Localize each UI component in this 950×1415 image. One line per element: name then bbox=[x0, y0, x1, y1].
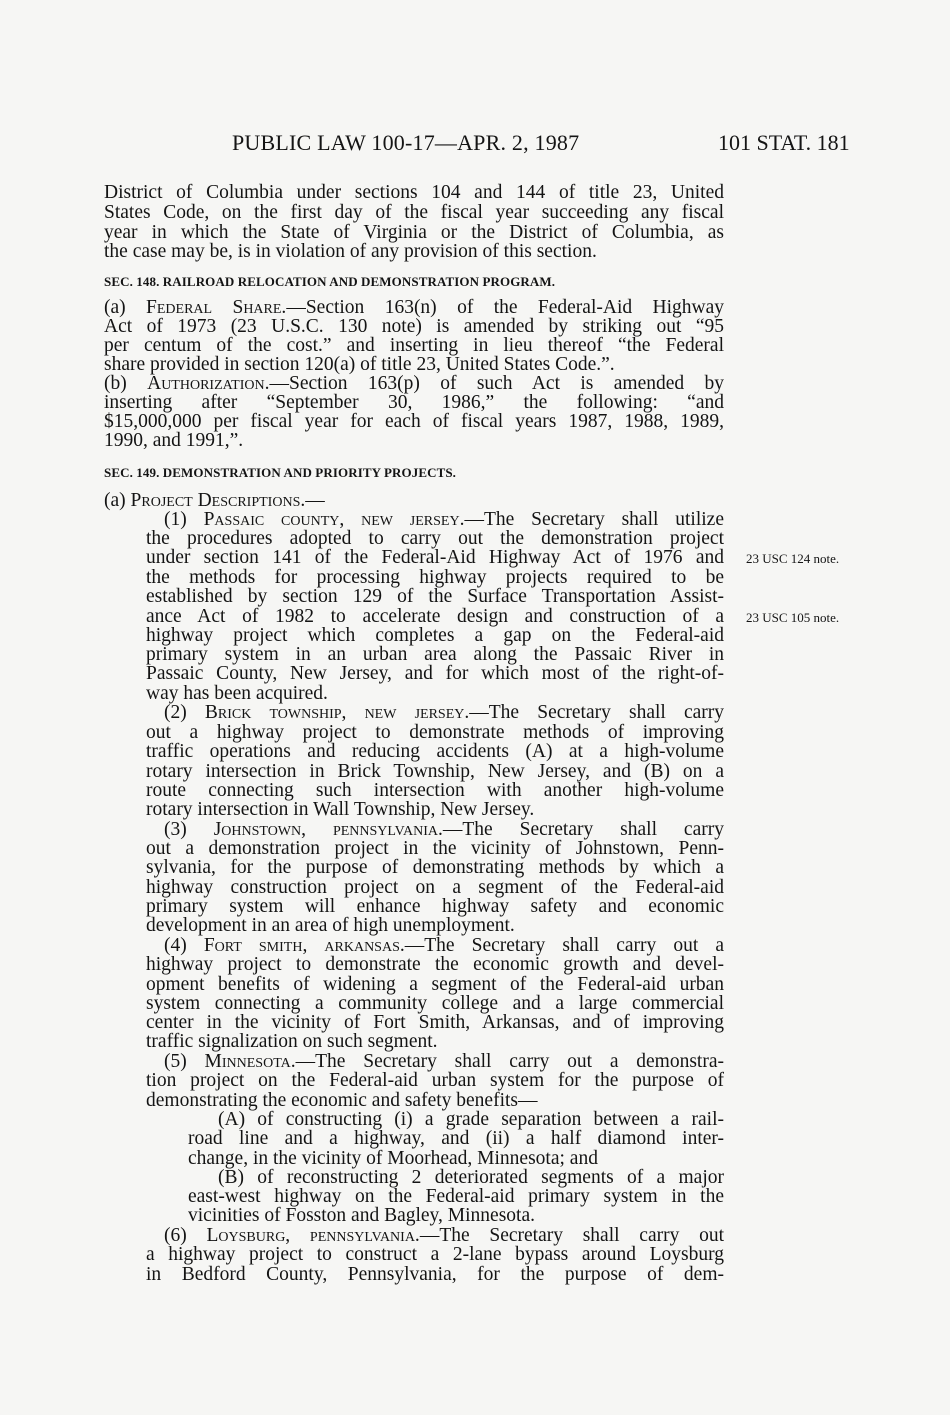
paragraph-3-lead bbox=[164, 820, 724, 840]
margin-note: 23 USC 124 note. bbox=[746, 551, 840, 566]
text-line: change, in the vicinity of Moorhead, Minnesota; and bbox=[188, 1148, 598, 1169]
subsection-a-federal-share bbox=[104, 298, 724, 318]
text-fragment: —The Secretary shall carry bbox=[442, 819, 724, 840]
page-header bbox=[0, 130, 950, 160]
subsection-caption: Federal Share. bbox=[146, 297, 287, 318]
text-line: a highway project to construct a 2-lane bypass around Loysburg bbox=[146, 1244, 724, 1265]
text-fragment: —The Secretary shall carry out a bbox=[404, 935, 724, 956]
paragraph-caption: Passaic county, new jersey. bbox=[203, 509, 465, 530]
text-line: rotary intersection in Wall Township, New Jersey. bbox=[146, 799, 535, 820]
text-line: road line and a highway, and (ii) a half diamond inter- bbox=[188, 1128, 724, 1149]
text-line: share provided in section 120(a) of title 23, United States Code.”. bbox=[104, 354, 615, 375]
text-line: year in which the State of Virginia or the District of Columbia, as bbox=[104, 222, 724, 243]
text-line: (A) of constructing (i) a grade separation between a rail- bbox=[218, 1109, 724, 1130]
paragraph-caption: Loysburg, pennsylvania. bbox=[206, 1225, 420, 1246]
paragraph-6-lead bbox=[164, 1226, 724, 1246]
paragraph-caption: Brick township, new jersey. bbox=[204, 702, 470, 723]
text-line: inserting after “September 30, 1986,” the following: “and bbox=[104, 392, 724, 413]
text-line: out a demonstration project in the vicinity of Johnstown, Penn- bbox=[146, 838, 724, 859]
text-line: tion project on the Federal-aid urban system for the purpose of bbox=[146, 1070, 724, 1091]
text-fragment: —Section 163(n) of the Federal-Aid Highway bbox=[286, 297, 724, 318]
subsection-caption: Project Descriptions. bbox=[130, 490, 306, 511]
statute-page-number: 101 STAT. 181 bbox=[718, 130, 850, 155]
paragraph-2-lead bbox=[164, 703, 724, 723]
section-149-heading: SEC. 149. DEMONSTRATION AND PRIORITY PROJECTS. bbox=[104, 465, 457, 480]
text-line: highway construction project on a segment of the Federal-aid bbox=[146, 877, 724, 898]
text-fragment: —Section 163(p) of such Act is amended by bbox=[269, 373, 724, 394]
text-line: (B) of reconstructing 2 deteriorated segments of a major bbox=[218, 1167, 724, 1188]
text-fragment: — bbox=[305, 490, 325, 511]
text-fragment: —The Secretary shall utilize bbox=[464, 509, 724, 530]
paragraph-5-lead bbox=[164, 1052, 724, 1072]
margin-note: 23 USC 105 note. bbox=[746, 610, 840, 625]
text-line: vicinities of Fosston and Bagley, Minnesota. bbox=[188, 1205, 535, 1226]
text-line: traffic operations and reducing accidents (A) at a high-volume bbox=[146, 741, 724, 762]
text-line: $15,000,000 per fiscal year for each of fiscal years 1987, 1988, 1989, bbox=[104, 411, 724, 432]
text-line: way has been acquired. bbox=[146, 683, 328, 704]
text-line: rotary intersection in Brick Township, New Jersey, and (B) on a bbox=[146, 761, 724, 782]
text-line: route connecting such intersection with another high-volume bbox=[146, 780, 724, 801]
paragraph-caption: Johnstown, pennsylvania. bbox=[213, 819, 443, 840]
text-line: system connecting a community college and a large commercial bbox=[146, 993, 724, 1014]
text-line: in Bedford County, Pennsylvania, for the purpose of dem- bbox=[146, 1264, 724, 1285]
section-148-heading: SEC. 148. RAILROAD RELOCATION AND DEMONSTRATION PROGRAM. bbox=[104, 274, 556, 289]
text-line: Passaic County, New Jersey, and for which most of the right-of- bbox=[146, 663, 724, 684]
text-line: ance Act of 1982 to accelerate design and construction of a bbox=[146, 606, 724, 627]
text-fragment: (6) bbox=[164, 1225, 207, 1246]
text-line: the procedures adopted to carry out the demonstration project bbox=[146, 528, 724, 549]
text-fragment: (a) bbox=[104, 490, 131, 511]
paragraph-1-lead bbox=[164, 510, 724, 530]
text-fragment: (b) bbox=[104, 373, 148, 394]
text-line: Act of 1973 (23 U.S.C. 130 note) is amended by striking out “95 bbox=[104, 316, 724, 337]
text-fragment: (a) bbox=[104, 297, 147, 318]
text-fragment: (5) bbox=[164, 1051, 205, 1072]
text-line: States Code, on the first day of the fiscal year succeeding any fiscal bbox=[104, 202, 724, 223]
text-fragment: —The Secretary shall carry bbox=[469, 702, 724, 723]
text-fragment: (4) bbox=[164, 935, 204, 956]
text-line: highway project to demonstrate the economic growth and devel- bbox=[146, 954, 724, 975]
text-line: established by section 129 of the Surface Transportation Assist- bbox=[146, 586, 724, 607]
text-line: demonstrating the economic and safety benefits— bbox=[146, 1090, 538, 1111]
text-line: District of Columbia under sections 104 and 144 of title 23, United bbox=[104, 182, 724, 203]
text-line: 1990, and 1991,”. bbox=[104, 430, 244, 451]
text-line: development in an area of high unemployment. bbox=[146, 915, 515, 936]
text-fragment: (2) bbox=[164, 702, 205, 723]
text-line: sylvania, for the purpose of demonstrating methods by which a bbox=[146, 857, 724, 878]
text-fragment: —The Secretary shall carry out a demonstra- bbox=[295, 1051, 724, 1072]
text-line: under section 141 of the Federal-Aid Highway Act of 1976 and bbox=[146, 547, 724, 568]
text-line: the methods for processing highway projects required to be bbox=[146, 567, 724, 588]
text-line: per centum of the cost.” and inserting in lieu thereof “the Federal bbox=[104, 335, 724, 356]
text-line: center in the vicinity of Fort Smith, Arkansas, and of improving bbox=[146, 1012, 724, 1033]
subsection-a-project-descriptions bbox=[104, 491, 325, 511]
text-line: opment benefits of widening a segment of the Federal-aid urban bbox=[146, 974, 724, 995]
text-line: primary system in an urban area along the Passaic River in bbox=[146, 644, 724, 665]
paragraph-caption: Minnesota. bbox=[204, 1051, 296, 1072]
text-fragment: (3) bbox=[164, 819, 214, 840]
text-fragment: —The Secretary shall carry out bbox=[419, 1225, 724, 1246]
paragraph-4-lead bbox=[164, 936, 724, 956]
header-title: PUBLIC LAW 100-17—APR. 2, 1987 bbox=[232, 130, 580, 155]
text-line: primary system will enhance highway safety and economic bbox=[146, 896, 724, 917]
text-line: traffic signalization on such segment. bbox=[146, 1031, 438, 1052]
text-line: east-west highway on the Federal-aid primary system in the bbox=[188, 1186, 724, 1207]
subsection-b-authorization bbox=[104, 374, 724, 394]
text-line: out a highway project to demonstrate methods of improving bbox=[146, 722, 724, 743]
text-line: highway project which completes a gap on the Federal-aid bbox=[146, 625, 724, 646]
subsection-caption: Authorization. bbox=[147, 373, 270, 394]
text-fragment: (1) bbox=[164, 509, 204, 530]
text-line: the case may be, is in violation of any provision of this section. bbox=[104, 241, 597, 262]
paragraph-caption: Fort smith, arkansas. bbox=[203, 935, 405, 956]
